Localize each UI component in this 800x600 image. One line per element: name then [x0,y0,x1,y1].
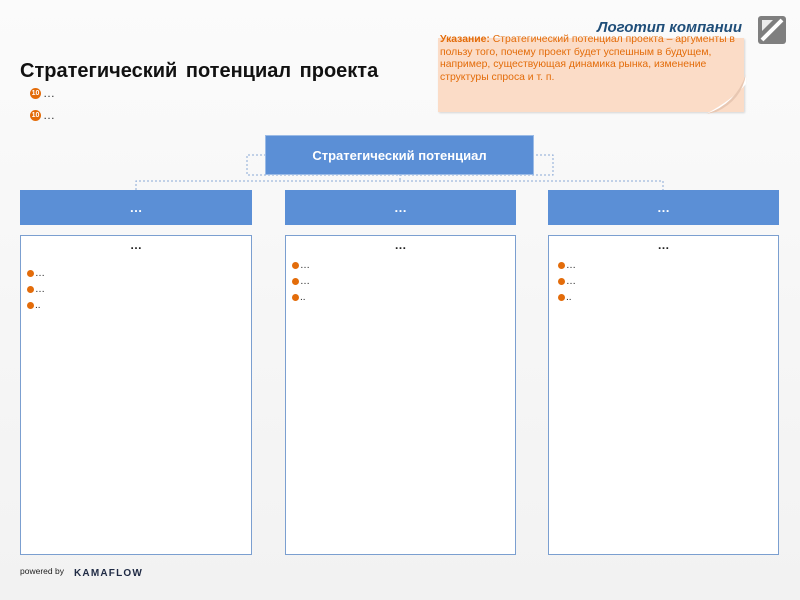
company-logo-text: Логотип компании [597,19,742,36]
column-1-item [27,284,45,295]
column-1-item-text: … [35,268,45,279]
bullet-icon: 10 [31,111,40,119]
bullet-icon [292,294,299,301]
column-2-title: … [394,238,407,252]
column-3-item [558,292,572,303]
column-3-item [558,276,576,287]
column-3-item-text: … [566,276,576,287]
column-2-body [285,235,516,555]
column-1-item-text: … [35,284,45,295]
column-3-item-text: … [566,260,576,271]
bullet-icon: 10 [31,89,40,97]
bullet-icon [27,302,34,309]
column-1-item [27,268,45,279]
bullet-icon [27,286,34,293]
bullet-icon [292,278,299,285]
column-1-title: … [130,238,142,252]
column-1-item-text: .. [35,300,41,311]
bullet-icon [292,262,299,269]
title-bullet-text: … [43,108,55,122]
column-1-header: … [20,190,252,225]
column-2-header: … [285,190,516,225]
column-3-item-text: .. [566,292,572,303]
strategic-potential-box: Стратегический потенциал [266,136,533,174]
title-bullet-text: … [43,86,55,100]
column-3-item [558,260,576,271]
column-3-header: … [548,190,779,225]
column-1-body [20,235,252,555]
bullet-icon [27,270,34,277]
bullet-icon [558,278,565,285]
bullet-icon [558,294,565,301]
instruction-note-label: Указание: [440,34,490,45]
column-2-item [292,276,310,287]
column-2-item-text: … [300,260,310,271]
column-1-item [27,300,41,311]
bullet-icon [558,262,565,269]
page-title: Стратегический потенциал проекта [20,60,379,82]
powered-by-label: powered by [20,566,64,576]
column-3-title: … [657,238,670,252]
column-2-item [292,260,310,271]
brand-logo: KAMAFLOW [74,568,144,579]
column-2-item-text: … [300,276,310,287]
column-2-item-text: .. [300,292,306,303]
column-3-body [548,235,779,555]
instruction-note-body: Стратегический потенциал проекта – аргументы в пользу того, почему проект будет успешным в будущем, например, существующая динамика рынка, изменение структуры спроса и т. п. [440,34,735,83]
column-2-item [292,292,306,303]
